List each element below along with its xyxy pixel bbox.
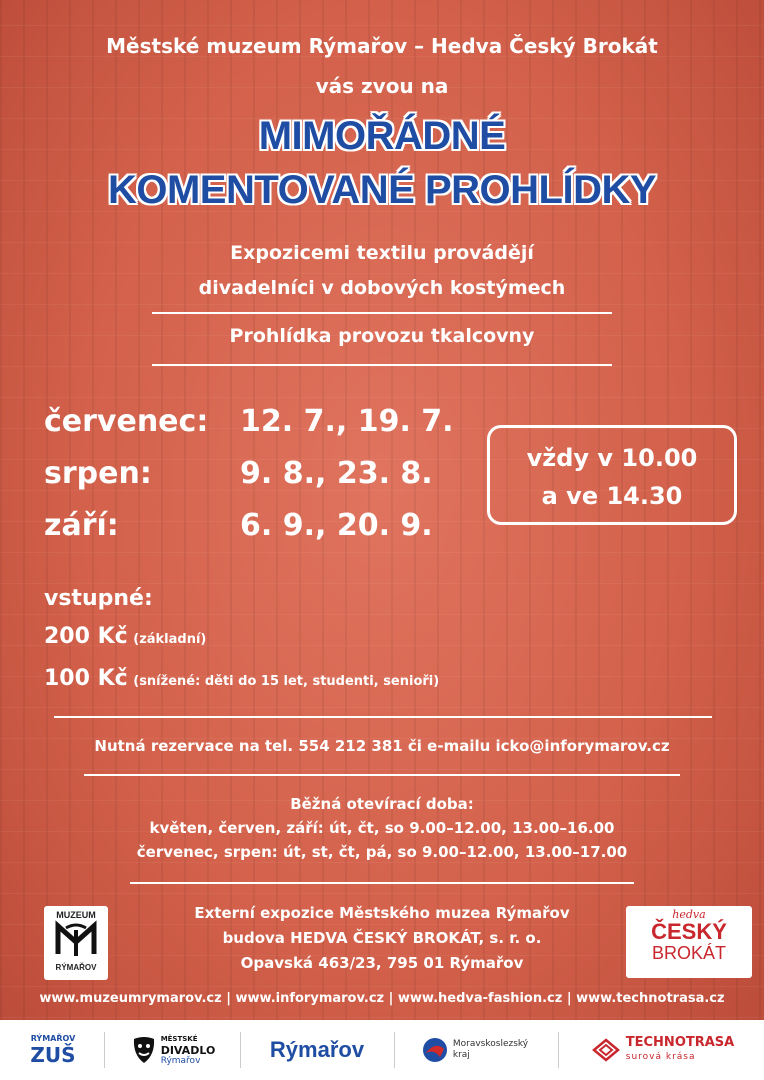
subtitle-line-2: divadelníci v dobových kostýmech [198, 277, 566, 299]
footer-separator [104, 1032, 105, 1068]
admission-full [44, 624, 206, 649]
reduced-price-note: (snížené: děti do 15 let, studenti, senioři) [133, 674, 440, 689]
opening-hours-line-2: červenec, srpen: út, st, čt, pá, so 9.00–12.00, 13.00–17.00 [136, 843, 628, 861]
venue-line-1: Externí expozice Městského muzea Rýmařov [194, 904, 570, 922]
header-invitation: vás zvou na [315, 74, 449, 98]
admission-heading: vstupné: [44, 586, 153, 611]
footer-separator [394, 1032, 395, 1068]
schedule-month-august: srpen: [44, 456, 152, 491]
opening-hours-heading: Běžná otevírací doba: [290, 795, 474, 813]
schedule-dates-august: 9. 8., 23. 8. [240, 456, 433, 491]
technotrasa-tagline: surová krása [625, 1052, 696, 1062]
divider [130, 882, 634, 884]
schedule-month-july: červenec: [44, 404, 209, 439]
brokat-logo-line-1: ČESKÝ [651, 919, 727, 944]
kraj-emblem-icon [422, 1037, 448, 1063]
footer-separator [558, 1032, 559, 1068]
zus-logo-top: RÝMAŘOV [30, 1033, 76, 1043]
divadlo-logo [118, 1020, 228, 1080]
cesky-brokat-logo [626, 906, 752, 978]
footer-separator [240, 1032, 241, 1068]
divider [84, 774, 680, 776]
reduced-price: 100 Kč [44, 666, 128, 691]
tour-times-box [487, 425, 737, 525]
technotrasa-name: TECHNOTRASA [625, 1035, 735, 1050]
sponsor-footer [0, 1020, 764, 1080]
divider [152, 364, 612, 366]
technotrasa-gear-icon [592, 1038, 620, 1062]
theatre-mask-icon [131, 1035, 157, 1065]
schedule-dates-july: 12. 7., 19. 7. [240, 404, 454, 439]
schedule-dates-september: 6. 9., 20. 9. [240, 508, 433, 543]
opening-hours-line-1: květen, červen, září: út, čt, so 9.00–12.00, 13.00–16.00 [149, 819, 615, 837]
title-line-1: MIMOŘÁDNÉ [258, 114, 506, 158]
full-price-note: (základní) [133, 632, 207, 647]
divadlo-logo-town: Rýmařov [160, 1055, 201, 1066]
subtitle-line-1: Expozicemi textilu provádějí [230, 242, 534, 264]
brokat-logo-line-2: BROKÁT [651, 943, 726, 963]
reservation-info: Nutná rezervace na tel. 554 212 381 či e-mailu icko@inforymarov.cz [94, 737, 670, 755]
websites: www.muzeumrymarov.cz | www.inforymarov.cz | www.hedva-fashion.cz | www.technotrasa.cz [39, 991, 725, 1006]
kraj-line-2: kraj [452, 1050, 470, 1060]
subtitle-line-3: Prohlídka provozu tkalcovny [229, 325, 535, 347]
kraj-line-1: Moravskoslezský [452, 1039, 529, 1049]
tour-time-1: vždy v 10.00 [526, 444, 698, 472]
full-price: 200 Kč [44, 624, 128, 649]
technotrasa-logo [578, 1020, 748, 1080]
zus-logo-text: ZUŠ [30, 1042, 76, 1067]
schedule-month-september: září: [44, 508, 119, 543]
tour-time-2: a ve 14.30 [541, 482, 683, 510]
museum-logo-top: MUZEUM [56, 910, 96, 920]
venue-line-3: Opavská 463/23, 795 01 Rýmařov [240, 954, 524, 972]
title-line-2: KOMENTOVANÉ PROHLÍDKY [107, 168, 657, 212]
admission-reduced [44, 666, 439, 691]
rymarov-town-logo: Rýmařov [269, 1037, 365, 1062]
divider [54, 716, 712, 718]
museum-logo-bottom: RÝMAŘOV [55, 963, 97, 972]
divider [152, 312, 612, 314]
header-organizers: Městské muzeum Rýmařov – Hedva Český Brokát [106, 34, 658, 58]
divadlo-logo-small: MĚSTSKÉ [160, 1034, 198, 1043]
brokat-logo-script: hedva [672, 908, 706, 921]
venue-line-2: budova HEDVA ČESKÝ BROKÁT, s. r. o. [222, 929, 542, 947]
moravskoslezsky-kraj-logo [410, 1020, 540, 1080]
zus-logo [18, 1020, 88, 1080]
divadlo-logo-big: DIVADLO [160, 1043, 216, 1057]
